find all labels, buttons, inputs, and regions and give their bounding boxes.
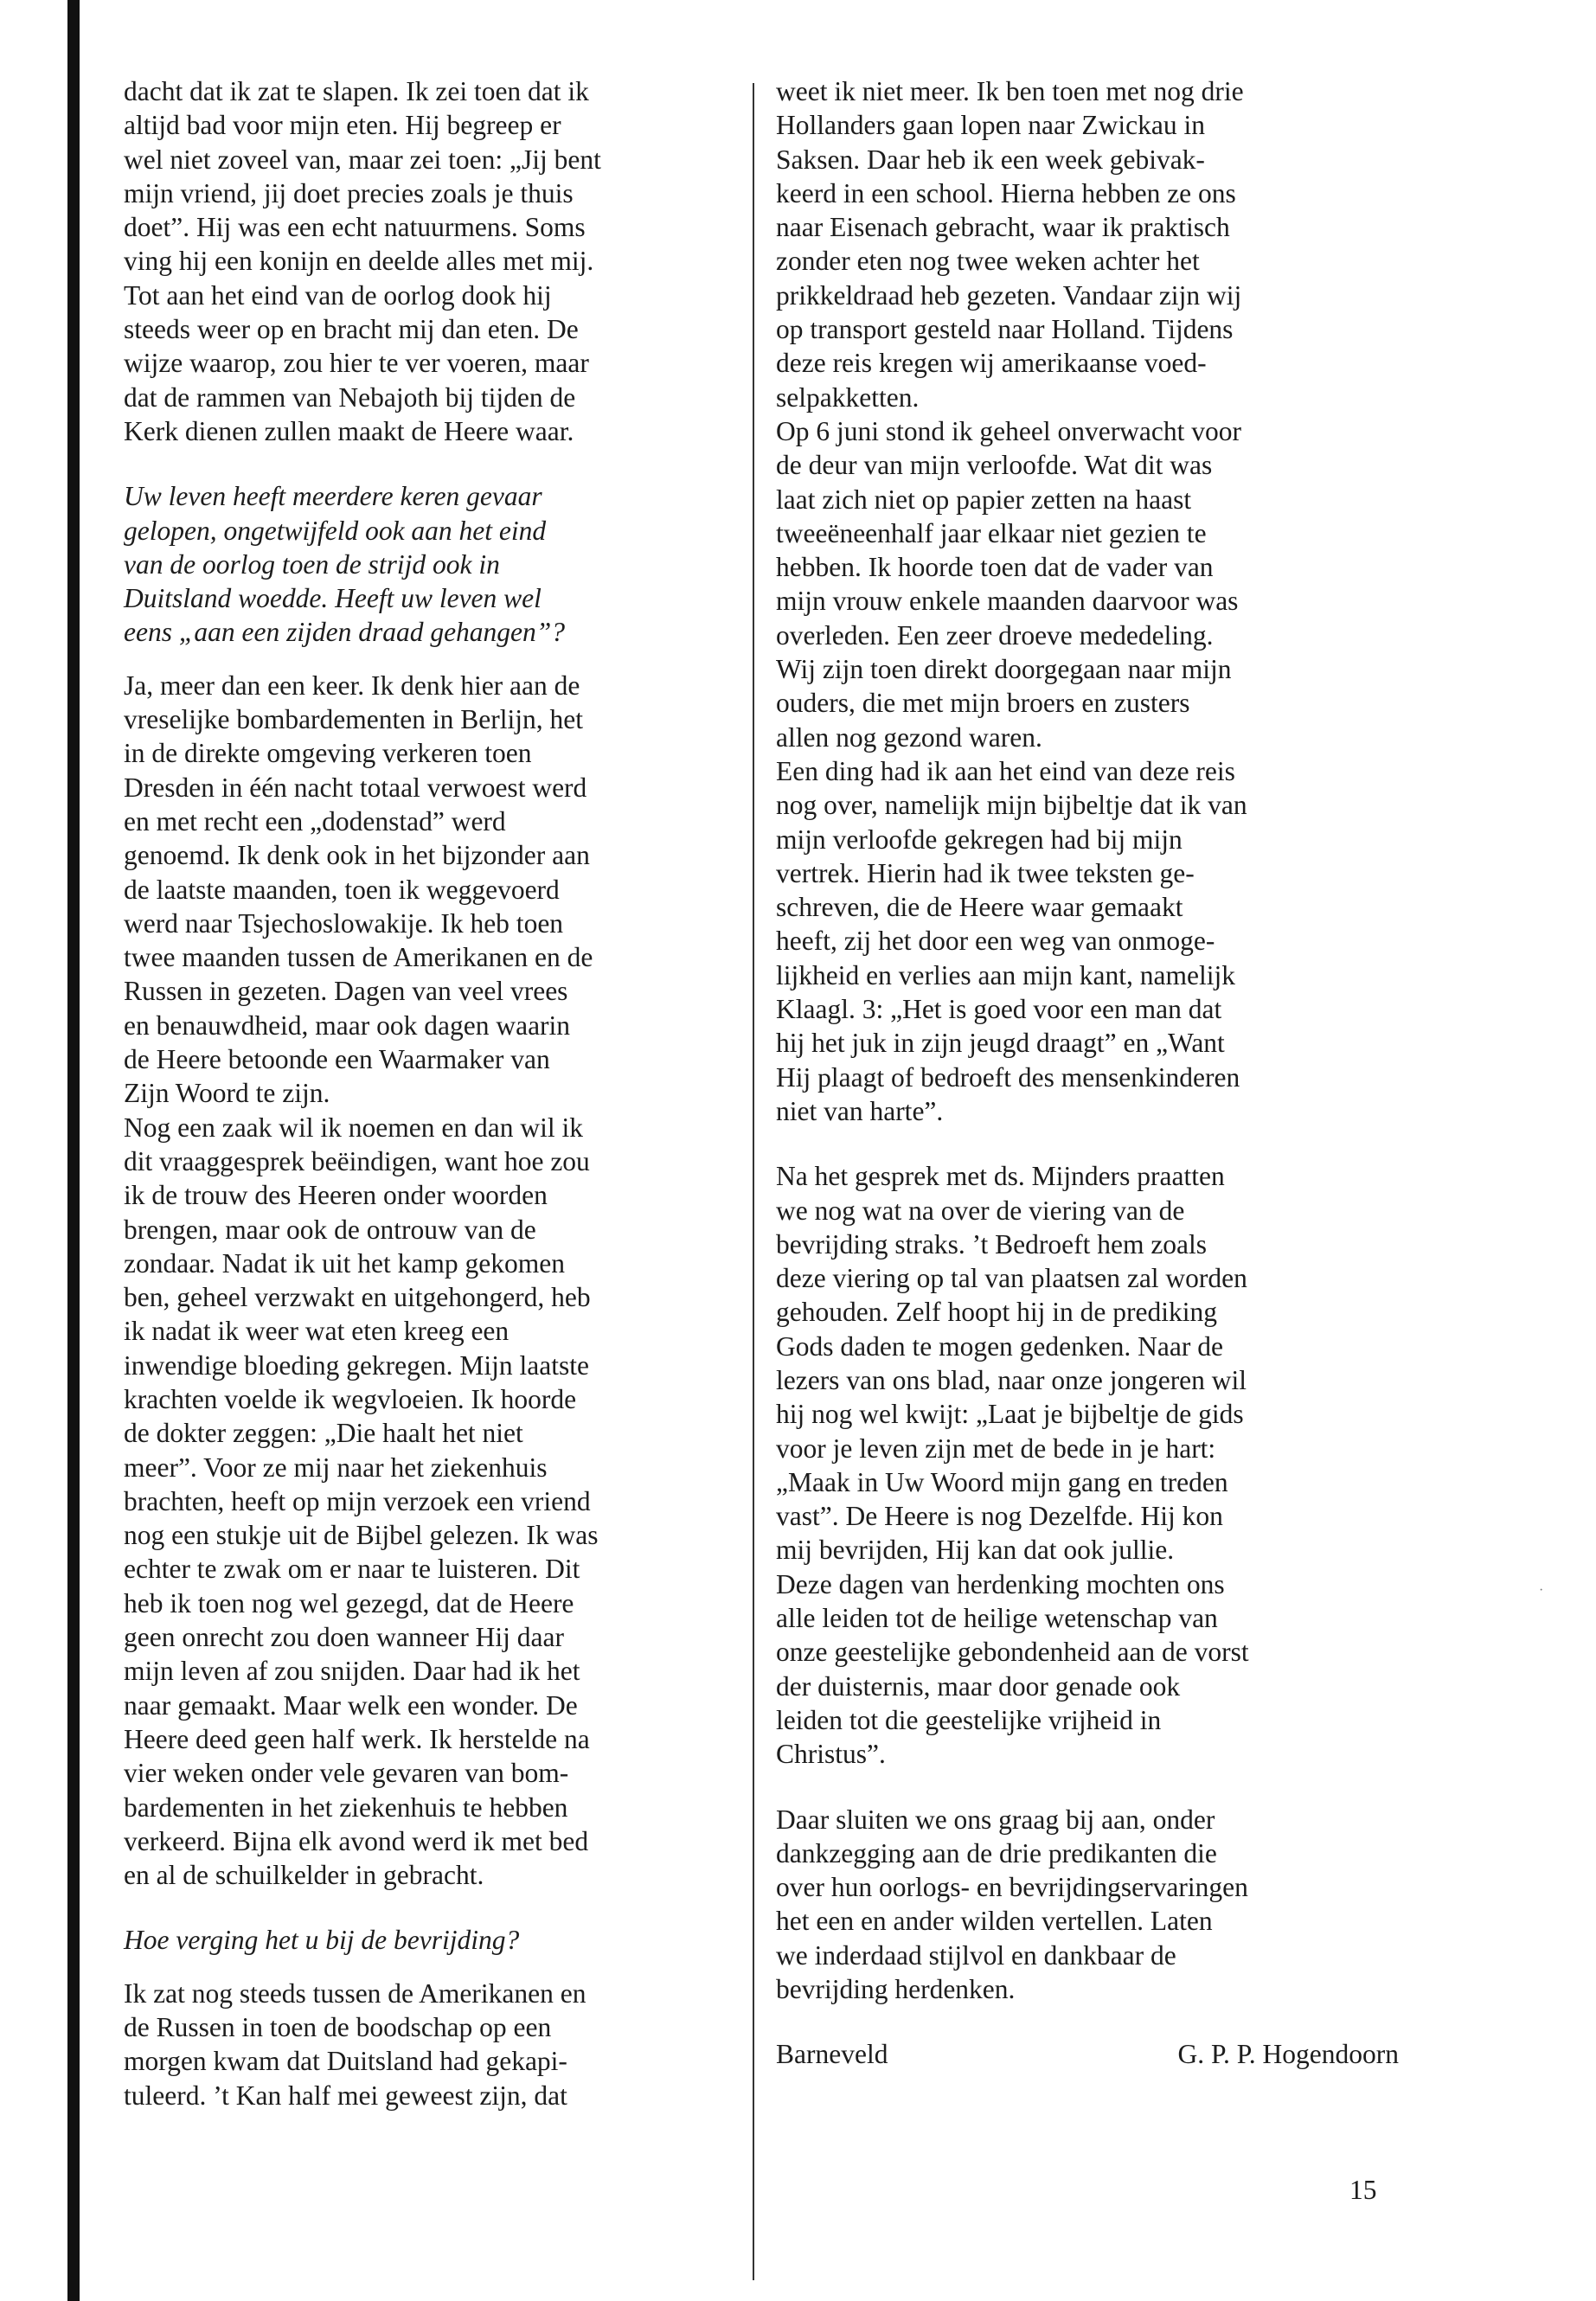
text-line: Dresden in één nacht totaal verwoest werd [124,772,587,803]
text-line: onze geestelijke gebondenheid aan de vorst [776,1637,1249,1668]
text-line: gelopen, ongetwijfeld ook aan het eind [124,515,547,546]
text-line: van de oorlog toen de strijd ook in [124,548,500,580]
text-line: Tot aan het eind van de oorlog dook hij [124,279,552,311]
text-line: doet”. Hij was een echt natuurmens. Soms [124,212,586,243]
text-line: bevrijding herdenken. [776,1974,1016,2005]
text-line: Ja, meer dan een keer. Ik denk hier aan de [124,670,580,701]
text-line: Christus”. [776,1739,886,1770]
text-line: vast”. De Heere is nog Dezelfde. Hij kon [776,1501,1223,1532]
text-line: Op 6 juni stond ik geheel onverwacht voor [776,415,1242,446]
paragraph [776,1567,1399,1772]
paragraph [124,1977,747,2112]
text-line: genoemd. Ik denk ook in het bijzonder aan [124,840,590,871]
text-line: mijn vrouw enkele maanden daarvoor was [776,586,1239,617]
text-line: werd naar Tsjechoslowakije. Ik heb toen [124,907,564,939]
paragraph [124,1111,747,1893]
text-line: bevrijding straks. ’t Bedroeft hem zoals [776,1228,1208,1259]
text-line: Wij zijn toen direkt doorgegaan naar mijn [776,654,1232,685]
text-line: nog over, namelijk mijn bijbeltje dat ik van [776,790,1247,821]
text-line: Hij plaagt of bedroeft des mensenkinderen [776,1061,1240,1093]
text-line: mij bevrijden, Hij kan dat ook jullie. [776,1535,1175,1566]
text-line: Hoe verging het u bij de bevrijding? [124,1925,520,1956]
text-line: hij het juk in zijn jeugd draagt” en „Want [776,1028,1225,1059]
text-line: heb ik toen nog wel gezegd, dat de Heere [124,1587,574,1618]
text-line: Uw leven heeft meerdere keren gevaar [124,481,542,512]
text-line: meer”. Voor ze mij naar het ziekenhuis [124,1452,548,1483]
text-line: ouders, die met mijn broers en zusters [776,688,1190,719]
text-line: in de direkte omgeving verkeren toen [124,738,532,769]
paragraph [776,1159,1399,1567]
text-line: keerd in een school. Hierna hebben ze ons [776,177,1236,208]
text-line: Een ding had ik aan het eind van deze reis [776,755,1235,786]
text-line: hij nog wel kwijt: „Laat je bijbeltje de gids [776,1399,1244,1430]
text-line: echter te zwak om er naar te luisteren. Dit [124,1554,580,1585]
text-line: weet ik niet meer. Ik ben toen met nog drie [776,76,1244,106]
text-line: ik nadat ik weer wat eten kreeg een [124,1316,510,1347]
text-line: overleden. Een zeer droeve mededeling. [776,619,1214,651]
paragraph [124,669,747,1111]
interview-question [124,1923,747,1957]
text-line: Daar sluiten we ons graag bij aan, onder [776,1804,1215,1835]
text-line: het een en ander wilden vertellen. Laten [776,1906,1213,1937]
text-line: en al de schuilkelder in gebracht. [124,1860,484,1891]
text-line: Russen in gezeten. Dagen van veel vrees [124,976,568,1007]
text-line: prikkeldraad heb gezeten. Vandaar zijn wij [776,279,1242,311]
page-number: 15 [1349,2175,1377,2205]
text-line: zonder eten nog twee weken achter het [776,246,1200,277]
text-line: mijn leven af zou snijden. Daar had ik het [124,1656,580,1687]
text-line: dankzegging aan de drie predikanten die [776,1837,1217,1868]
text-line: zondaar. Nadat ik uit het kamp gekomen [124,1247,565,1279]
signature-place: Barneveld [776,2039,888,2070]
text-line: de laatste maanden, toen ik weggevoerd [124,874,560,905]
text-line: Nog een zaak wil ik noemen en dan wil ik [124,1112,583,1143]
text-line: wijze waarop, zou hier te ver voeren, maar [124,348,589,379]
text-line: over hun oorlogs- en bevrijdingservaringen [776,1872,1248,1903]
text-line: we inderdaad stijlvol en dankbaar de [776,1939,1176,1971]
text-line: krachten voelde ik wegvloeien. Ik hoorde [124,1383,577,1414]
text-line: hebben. Ik hoorde toen dat de vader van [776,552,1214,583]
text-line: bardementen in het ziekenhuis te hebben [124,1791,568,1823]
text-line: wel niet zoveel van, maar zei toen: „Jij bent [124,144,601,175]
text-line: de dokter zeggen: „Die haalt het niet [124,1418,523,1449]
text-line: we nog wat na over de viering van de [776,1195,1185,1226]
text-line: steeds weer op en bracht mij dan eten. De [124,314,579,345]
column-divider [753,83,754,2280]
signature-author: G. P. P. Hogendoorn [1177,2039,1399,2070]
text-line: dacht dat ik zat te slapen. Ik zei toen dat ik [124,76,589,106]
text-line: vreselijke bombardementen in Berlijn, het [124,704,583,735]
text-line: brachten, heeft op mijn verzoek een vriend [124,1485,591,1516]
text-line: tuleerd. ’t Kan half mei geweest zijn, dat [124,2080,567,2111]
paragraph [776,414,1399,754]
text-line: verkeerd. Bijna elk avond werd ik met bed [124,1825,589,1856]
text-line: ben, geheel verzwakt en uitgehongerd, heb [124,1282,591,1313]
text-line: altijd bad voor mijn eten. Hij begreep er [124,110,561,141]
text-line: laat zich niet op papier zetten na haast [776,484,1192,515]
text-line: ving hij een konijn en deelde alles met mij. [124,246,594,277]
text-line: nog een stukje uit de Bijbel gelezen. Ik was [124,1520,599,1551]
text-line: de Russen in toen de boodschap op een [124,2012,552,2043]
text-line: niet van harte”. [776,1095,944,1126]
text-line: naar Eisenach gebracht, waar ik praktisch [776,212,1230,243]
text-line: Gods daden te mogen gedenken. Naar de [776,1330,1223,1362]
text-line: Hollanders gaan lopen naar Zwickau in [776,110,1205,141]
text-line: deze viering op tal van plaatsen zal worden [776,1263,1247,1294]
text-line: gehouden. Zelf hoopt hij in de prediking [776,1297,1218,1328]
text-line: alle leiden tot de heilige wetenschap van [776,1603,1218,1634]
text-line: dit vraaggesprek beëindigen, want hoe zou [124,1145,590,1176]
text-line: schreven, die de Heere waar gemaakt [776,892,1183,923]
text-line: Na het gesprek met ds. Mijnders praatten [776,1161,1225,1192]
text-line: en met recht een „dodenstad” werd [124,805,506,836]
text-line: ik de trouw des Heeren onder woorden [124,1180,548,1211]
text-line: geen onrecht zou doen wanneer Hij daar [124,1622,565,1653]
scan-speck: · [1539,1583,1544,1598]
text-line: Ik zat nog steeds tussen de Amerikanen en [124,1977,586,2009]
text-line: heeft, zij het door een weg van onmoge- [776,926,1215,957]
left-column [124,74,747,2112]
text-line: Heere deed geen half werk. Ik herstelde na [124,1723,590,1754]
text-line: en benauwdheid, maar ook dagen waarin [124,1009,571,1041]
right-column [776,74,1399,2072]
text-line: leiden tot die geestelijke vrijheid in [776,1704,1162,1735]
text-line: der duisternis, maar door genade ook [776,1670,1181,1702]
text-line: lezers van ons blad, naar onze jongeren wil [776,1364,1247,1395]
text-line: Klaagl. 3: „Het is goed voor een man dat [776,994,1222,1025]
text-line: voor je leven zijn met de bede in je hart: [776,1433,1216,1464]
text-line: mijn vriend, jij doet precies zoals je thuis [124,177,574,208]
text-line: selpakketten. [776,381,920,413]
text-line: Kerk dienen zullen maakt de Heere waar. [124,415,574,446]
scan-edge-bar [67,0,80,2301]
text-line: de deur van mijn verloofde. Wat dit was [776,450,1213,481]
text-line: eens „aan een zijden draad gehangen”? [124,617,566,648]
interview-question [124,479,747,649]
text-line: twee maanden tussen de Amerikanen en de [124,942,593,973]
signature-line [776,2037,1399,2071]
text-line: op transport gesteld naar Holland. Tijdens [776,314,1234,345]
paragraph [776,1803,1399,2007]
text-line: Deze dagen van herdenking mochten ons [776,1568,1225,1599]
text-line: brengen, maar ook de ontrouw van de [124,1214,536,1245]
text-line: deze reis kregen wij amerikaanse voed- [776,348,1207,379]
paragraph [124,74,747,448]
text-line: de Heere betoonde een Waarmaker van [124,1044,550,1075]
text-line: „Maak in Uw Woord mijn gang en treden [776,1466,1228,1497]
text-line: lijkheid en verlies aan mijn kant, namelijk [776,959,1235,990]
text-line: dat de rammen van Nebajoth bij tijden de [124,381,576,413]
text-line: allen nog gezond waren. [776,721,1042,753]
text-line: inwendige bloeding gekregen. Mijn laatste [124,1349,589,1381]
text-line: tweeëneenhalf jaar elkaar niet gezien te [776,517,1207,548]
text-line: Zijn Woord te zijn. [124,1078,330,1109]
text-line: morgen kwam dat Duitsland had gekapi- [124,2046,567,2077]
paragraph [776,754,1399,1128]
text-line: Duitsland woedde. Heeft uw leven wel [124,583,542,614]
text-line: mijn verloofde gekregen had bij mijn [776,824,1183,855]
paragraph [776,74,1399,414]
text-line: vier weken onder vele gevaren van bom- [124,1758,569,1789]
text-line: naar gemaakt. Maar welk een wonder. De [124,1689,578,1721]
text-line: Saksen. Daar heb ik een week gebivak- [776,144,1205,175]
text-line: vertrek. Hierin had ik twee teksten ge- [776,857,1195,888]
